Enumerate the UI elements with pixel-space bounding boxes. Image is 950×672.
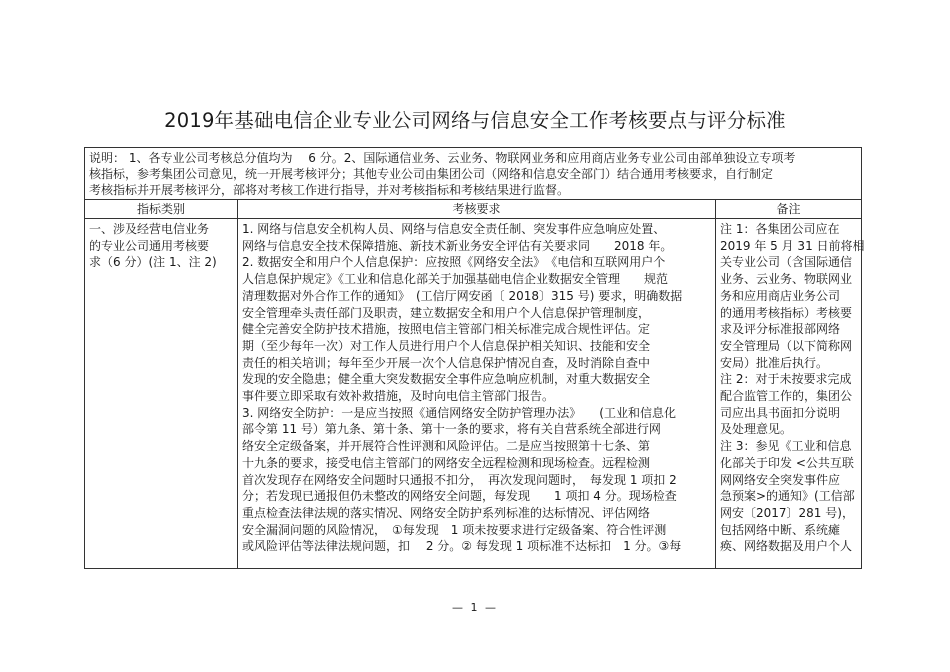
category-line: 的专业公司通用考核要 bbox=[89, 238, 210, 253]
requirement-line: 发现的安全隐患；健全重大突发数据安全事件应急响应机制，对重大数据安全 bbox=[242, 372, 651, 387]
requirement-line: 2. 数据安全和用户个人信息保护：应按照《网络安全法》 《电信和互联网用户个 bbox=[242, 255, 666, 270]
category-line: 一、涉及经营电信业务 bbox=[89, 222, 210, 236]
remark-line: 2019 年 5 月 31 日前将相 bbox=[720, 238, 865, 253]
remarks-cell bbox=[720, 221, 865, 555]
remark-line: 痪、网络数据及用户个人 bbox=[720, 539, 853, 554]
requirement-line: 十九条的要求，接受电信主管部门的网络安全远程检测和现场检查。远程检测 bbox=[242, 455, 651, 470]
category-line: 求（6 分）(注 1、注 2) bbox=[89, 255, 217, 270]
requirement-line: 首次发现存在网络安全问题时只通报不扣分， 再次发现问题时， 每发现 1 项扣 2 bbox=[242, 472, 677, 487]
assessment-table bbox=[84, 147, 865, 569]
requirement-line: 重点检查法律法规的落实情况、网络安全防护系列标准的达标情况、评估网络 bbox=[242, 505, 651, 520]
header-remarks: 备注 bbox=[776, 202, 801, 216]
requirement-line: 清理数据对外合作工作的通知》 (工信厅网安函〔 2018〕315 号) 要求，明确数据 bbox=[242, 288, 683, 303]
page-number: — 1 — bbox=[452, 601, 498, 614]
page-title: 2019年基础电信企业专业公司网络与信息安全工作考核要点与评分标准 bbox=[164, 109, 786, 132]
remark-line: 网安〔2017〕281 号)， bbox=[720, 505, 854, 520]
remark-line: 及处理意见。 bbox=[720, 422, 793, 437]
requirement-line: 人信息保护规定》《工业和信息化部关于加强基础电信企业数据安全管理 规范 bbox=[242, 272, 669, 287]
requirement-line: 或风险评估等法律法规问题，扣 2 分。② 每发现 1 项标准不达标扣 1 分。③每 bbox=[242, 539, 682, 554]
requirement-line: 络安全定级备案，并开展符合性评测和风险评估。二是应当按照第十七条、第 bbox=[242, 439, 651, 454]
remark-line: 包括网络中断、系统瘫 bbox=[720, 522, 841, 537]
remark-line: 关专业公司（含国际通信 bbox=[720, 255, 853, 270]
header-category: 指标类别 bbox=[136, 202, 185, 216]
remark-line: 化部关于印发 <公共互联 bbox=[720, 455, 854, 470]
header-requirements: 考核要求 bbox=[452, 202, 501, 216]
note-line: 核指标，参考集团公司意见，统一开展考核评分；其他专业公司由集团公司（网络和信息安全部门）结合通用考核要求，自行制定 bbox=[89, 167, 774, 181]
requirement-line: 1. 网络与信息安全机构人员、网络与信息安全责任制、突发事件应急响应处置、 bbox=[242, 222, 666, 236]
remark-line: 急预案>的通知》(工信部 bbox=[720, 489, 855, 504]
requirement-line: 分；若发现已通报但仍未整改的网络安全问题，每发现 1 项扣 4 分。现场检查 bbox=[242, 489, 677, 504]
remark-line: 司应出具书面扣分说明 bbox=[720, 405, 841, 420]
requirement-line: 安全漏洞问题的风险情况， ①每发现 1 项未按要求进行定级备案、符合性评测 bbox=[242, 522, 667, 537]
requirement-line: 期（至少每年一次）对工作人员进行用户个人信息保护相关知识、技能和安全 bbox=[242, 338, 651, 353]
table-header-row bbox=[85, 200, 861, 219]
requirement-line: 健全完善安全防护技术措施，按照电信主管部门相关标准完成合规性评估。定 bbox=[242, 322, 651, 337]
requirement-line: 责任的相关培训；每年至少开展一次个人信息保护情况自查，及时消除自查中 bbox=[242, 355, 651, 370]
remark-line: 注 2：对于未按要求完成 bbox=[720, 372, 852, 387]
remark-line: 的通用考核指标）考核要 bbox=[720, 305, 853, 320]
remark-line: 网网络安全突发事件应 bbox=[720, 472, 841, 487]
category-cell bbox=[89, 221, 237, 271]
requirement-line: 安全管理牵头责任部门及职责，建立数据安全和用户个人信息保护管理制度， bbox=[242, 305, 651, 320]
column-divider bbox=[715, 200, 716, 568]
requirement-line: 网络与信息安全技术保障措施、新技术新业务安全评估有关要求同 2018 年。 bbox=[242, 238, 673, 253]
column-divider bbox=[237, 200, 238, 568]
remark-line: 业务、云业务、物联网业 bbox=[720, 272, 853, 287]
requirement-line: 部令第 11 号）第九条、第十条、第十一条的要求，将有关自营系统全部进行网 bbox=[242, 422, 661, 437]
remark-line: 务和应用商店业务公司 bbox=[720, 288, 841, 303]
remark-line: 安全管理局（以下简称网 bbox=[720, 338, 853, 353]
remark-line: 配合监管工作的，集团公 bbox=[720, 389, 853, 404]
explanation-note bbox=[85, 148, 861, 200]
remark-line: 注 1：各集团公司应在 bbox=[720, 222, 840, 236]
note-line: 考核指标并开展考核评分，部将对考核工作进行指导，并对考核指标和考核结果进行监督。 bbox=[89, 183, 570, 197]
remark-line: 求及评分标准报部网络 bbox=[720, 322, 841, 337]
requirements-cell bbox=[242, 221, 712, 555]
requirement-line: 3. 网络安全防护：一是应当按照《通信网络安全防护管理办法》 (工业和信息化 bbox=[242, 405, 676, 420]
remark-line: 注 3：参见《工业和信息 bbox=[720, 439, 852, 454]
note-line: 说明： 1、各专业公司考核总分值均为 6 分。2、国际通信业务、云业务、物联网业务和应用商店业务专业公司由部单独设立专项考 bbox=[89, 151, 796, 165]
remark-line: 安局）批准后执行。 bbox=[720, 355, 829, 370]
requirement-line: 事件要立即采取有效补救措施，及时向电信主管部门报告。 bbox=[242, 389, 555, 404]
